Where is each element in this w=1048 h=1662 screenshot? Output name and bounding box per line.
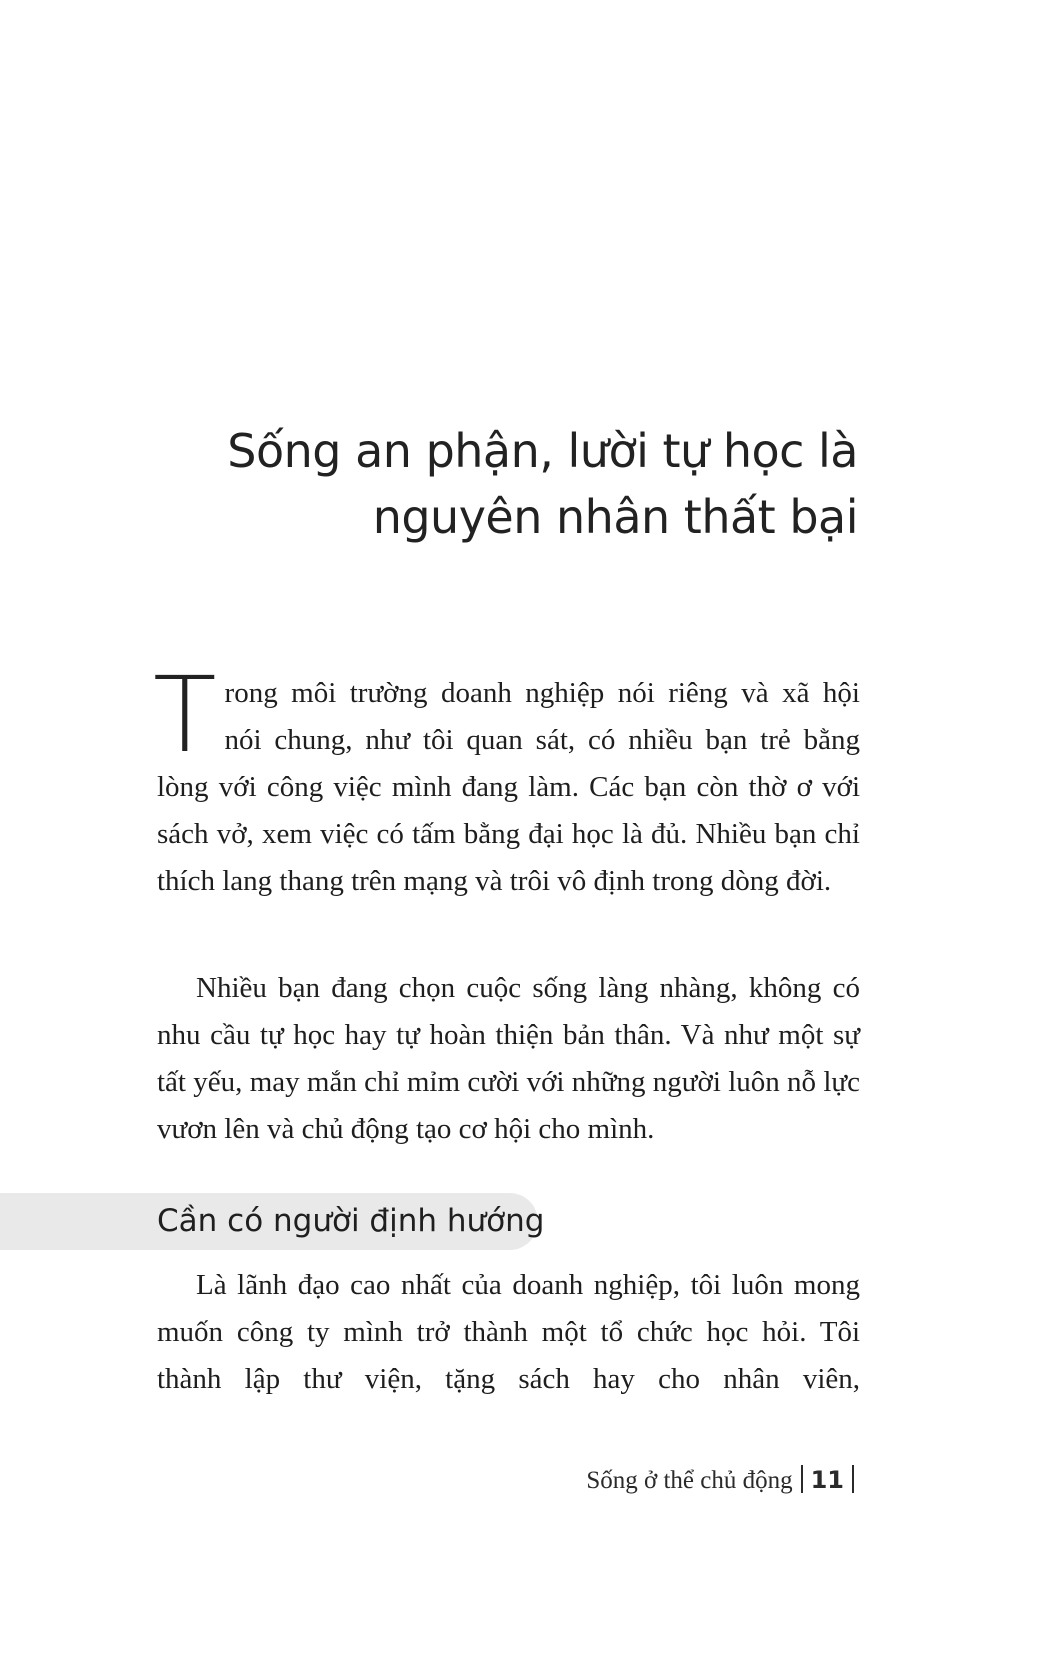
chapter-title-line-2: nguyên nhân thất bại xyxy=(372,490,858,544)
paragraph-3: Là lãnh đạo cao nhất của doanh nghiệp, tôi luôn mong muốn công ty mình trở thành một tổ chức học hỏi. Tôi thành lập thư viện, tặng sách hay cho nhân viên, xyxy=(157,1269,860,1395)
section-heading: Cần có người định hướng xyxy=(157,1203,545,1239)
paragraph-1 xyxy=(153,654,860,905)
page-footer xyxy=(586,1462,862,1499)
drop-cap: T xyxy=(153,654,217,776)
page-number: 11 xyxy=(810,1466,844,1494)
chapter-title-line-1: Sống an phận, lười tự học là xyxy=(227,424,858,478)
paragraph-2: Nhiều bạn đang chọn cuộc sống làng nhàng, không có nhu cầu tự học hay tự hoàn thiện bản thân. Và như một sự tất yếu, may mắn chỉ mỉm cười với những người luôn nỗ lực vươn lên và chủ động tạo cơ hội cho mình. xyxy=(157,972,860,1145)
running-title: Sống ở thể chủ động xyxy=(586,1467,793,1494)
footer-divider-right xyxy=(852,1465,854,1493)
paragraph-1-line-2: nói chung, như tôi quan sát, có nhiều bạn trẻ bằng xyxy=(224,724,860,756)
footer-divider-left xyxy=(801,1465,803,1493)
chapter-title xyxy=(218,418,858,550)
paragraph-1-rest: lòng với công việc mình đang làm. Các bạn còn thờ ơ với sách vở, xem việc có tấm bằng đại học là đủ. Nhiều bạn chỉ thích lang thang trên mạng và trôi vô định trong dòng đời. xyxy=(157,771,860,897)
paragraph-1-line-1: rong môi trường doanh nghiệp nói riêng và xã hội xyxy=(224,677,860,709)
